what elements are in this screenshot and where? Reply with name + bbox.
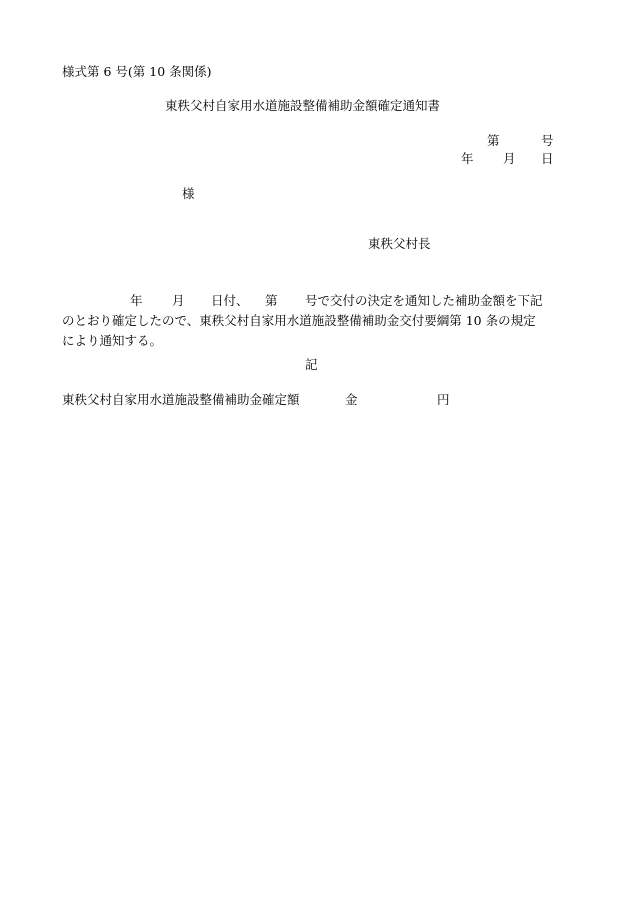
- body-month-label: 月: [172, 293, 185, 308]
- body-line-1-text: 号で交付の決定を通知した補助金額を下記: [305, 293, 543, 308]
- body-line-1: [62, 291, 562, 311]
- body-year-label: 年: [130, 293, 143, 308]
- body-day-label: 日付、: [211, 293, 249, 308]
- body-number-prefix: 第: [265, 293, 278, 308]
- amount-kin-label: 金: [345, 392, 358, 407]
- document-title: 東秩父村自家用水道施設整備補助金額確定通知書: [165, 98, 441, 113]
- sender-name: 東秩父村長: [368, 236, 431, 251]
- body-line-3: により通知する。: [62, 333, 163, 348]
- addressee-honorific: 様: [182, 186, 195, 201]
- date-month-label: 月: [503, 151, 516, 166]
- notice-body: [62, 291, 562, 351]
- doc-number-suffix: 号: [541, 133, 554, 148]
- amount-yen-label: 円: [437, 392, 450, 407]
- body-line-2: のとおり確定したので、東秩父村自家用水道施設整備補助金交付要綱第 10 条の規定: [62, 313, 536, 328]
- amount-label: 東秩父村自家用水道施設整備補助金確定額: [62, 392, 300, 407]
- date-day-label: 日: [541, 151, 554, 166]
- form-number-label: 様式第 6 号(第 10 条関係): [62, 64, 212, 79]
- ki-heading: 記: [305, 357, 318, 372]
- date-year-label: 年: [461, 151, 474, 166]
- doc-number-prefix: 第: [487, 133, 500, 148]
